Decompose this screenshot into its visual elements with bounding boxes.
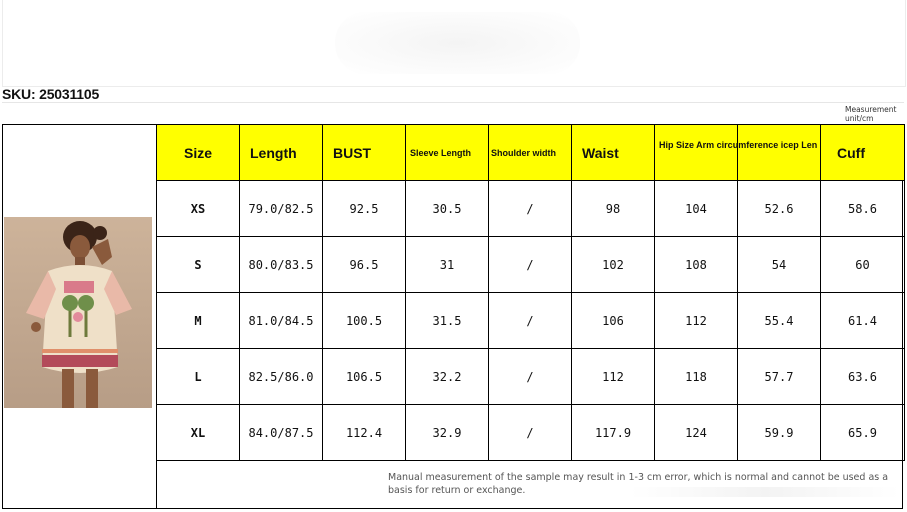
cell-shoulder: / bbox=[489, 237, 572, 293]
cell-shoulder: / bbox=[489, 181, 572, 237]
cell-hip: 108 bbox=[655, 237, 738, 293]
header-size: Size bbox=[157, 125, 240, 181]
cell-waist: 98 bbox=[572, 181, 655, 237]
table-row bbox=[157, 293, 905, 349]
cell-waist: 102 bbox=[572, 237, 655, 293]
cell-arm: 52.6 bbox=[738, 181, 821, 237]
divider bbox=[2, 102, 904, 103]
measurement-unit-note: Measurement unit/cm bbox=[845, 105, 897, 123]
cell-length: 80.0/83.5 bbox=[240, 237, 323, 293]
cell-cuff: 63.6 bbox=[821, 349, 905, 405]
cell-size: L bbox=[157, 349, 240, 405]
header-arm-circumference bbox=[738, 125, 821, 181]
product-photo bbox=[4, 217, 152, 408]
cell-arm: 57.7 bbox=[738, 349, 821, 405]
cell-sleeve: 32.9 bbox=[406, 405, 489, 461]
cell-bust: 106.5 bbox=[323, 349, 406, 405]
cell-waist: 117.9 bbox=[572, 405, 655, 461]
header-cuff: Cuff bbox=[821, 125, 905, 181]
cell-size: M bbox=[157, 293, 240, 349]
cell-sleeve: 31 bbox=[406, 237, 489, 293]
cell-sleeve: 30.5 bbox=[406, 181, 489, 237]
cell-bust: 112.4 bbox=[323, 405, 406, 461]
cell-size: XS bbox=[157, 181, 240, 237]
cell-size: S bbox=[157, 237, 240, 293]
header-length: Length bbox=[240, 125, 323, 181]
header-shoulder-width: Shoulder width bbox=[489, 125, 572, 181]
cell-sleeve: 31.5 bbox=[406, 293, 489, 349]
cell-shoulder: / bbox=[489, 349, 572, 405]
cell-arm: 55.4 bbox=[738, 293, 821, 349]
cell-shoulder: / bbox=[489, 405, 572, 461]
cell-hip: 104 bbox=[655, 181, 738, 237]
header-waist: Waist bbox=[572, 125, 655, 181]
cell-bust: 92.5 bbox=[323, 181, 406, 237]
banner-frame bbox=[2, 0, 906, 87]
cell-length: 82.5/86.0 bbox=[240, 349, 323, 405]
cell-waist: 112 bbox=[572, 349, 655, 405]
cell-size: XL bbox=[157, 405, 240, 461]
table-row bbox=[157, 181, 905, 237]
cell-hip: 118 bbox=[655, 349, 738, 405]
header-row bbox=[157, 125, 905, 181]
cell-hip: 112 bbox=[655, 293, 738, 349]
table-row bbox=[157, 349, 905, 405]
cell-hip: 124 bbox=[655, 405, 738, 461]
header-sleeve-length: Sleeve Length bbox=[406, 125, 489, 181]
cell-cuff: 60 bbox=[821, 237, 905, 293]
size-chart-table bbox=[156, 124, 905, 461]
cell-length: 79.0/82.5 bbox=[240, 181, 323, 237]
header-hip-arm-text bbox=[655, 125, 818, 181]
header-hip-text: Hip Size Arm circumference icep Len bbox=[659, 140, 818, 150]
cell-length: 84.0/87.5 bbox=[240, 405, 323, 461]
cell-length: 81.0/84.5 bbox=[240, 293, 323, 349]
sku-label: SKU: 25031105 bbox=[2, 86, 100, 102]
cell-bust: 96.5 bbox=[323, 237, 406, 293]
table-row bbox=[157, 237, 905, 293]
table-row bbox=[157, 405, 905, 461]
cell-arm: 59.9 bbox=[738, 405, 821, 461]
cell-bust: 100.5 bbox=[323, 293, 406, 349]
cell-sleeve: 32.2 bbox=[406, 349, 489, 405]
header-bust: BUST bbox=[323, 125, 406, 181]
cell-cuff: 65.9 bbox=[821, 405, 905, 461]
cell-waist: 106 bbox=[572, 293, 655, 349]
measurement-disclaimer: Manual measurement of the sample may result in 1-3 cm error, which is normal and cannot be used as a basis for return or exchange. bbox=[388, 472, 889, 496]
cell-arm: 54 bbox=[738, 237, 821, 293]
cell-cuff: 58.6 bbox=[821, 181, 905, 237]
cell-shoulder: / bbox=[489, 293, 572, 349]
cell-cuff: 61.4 bbox=[821, 293, 905, 349]
